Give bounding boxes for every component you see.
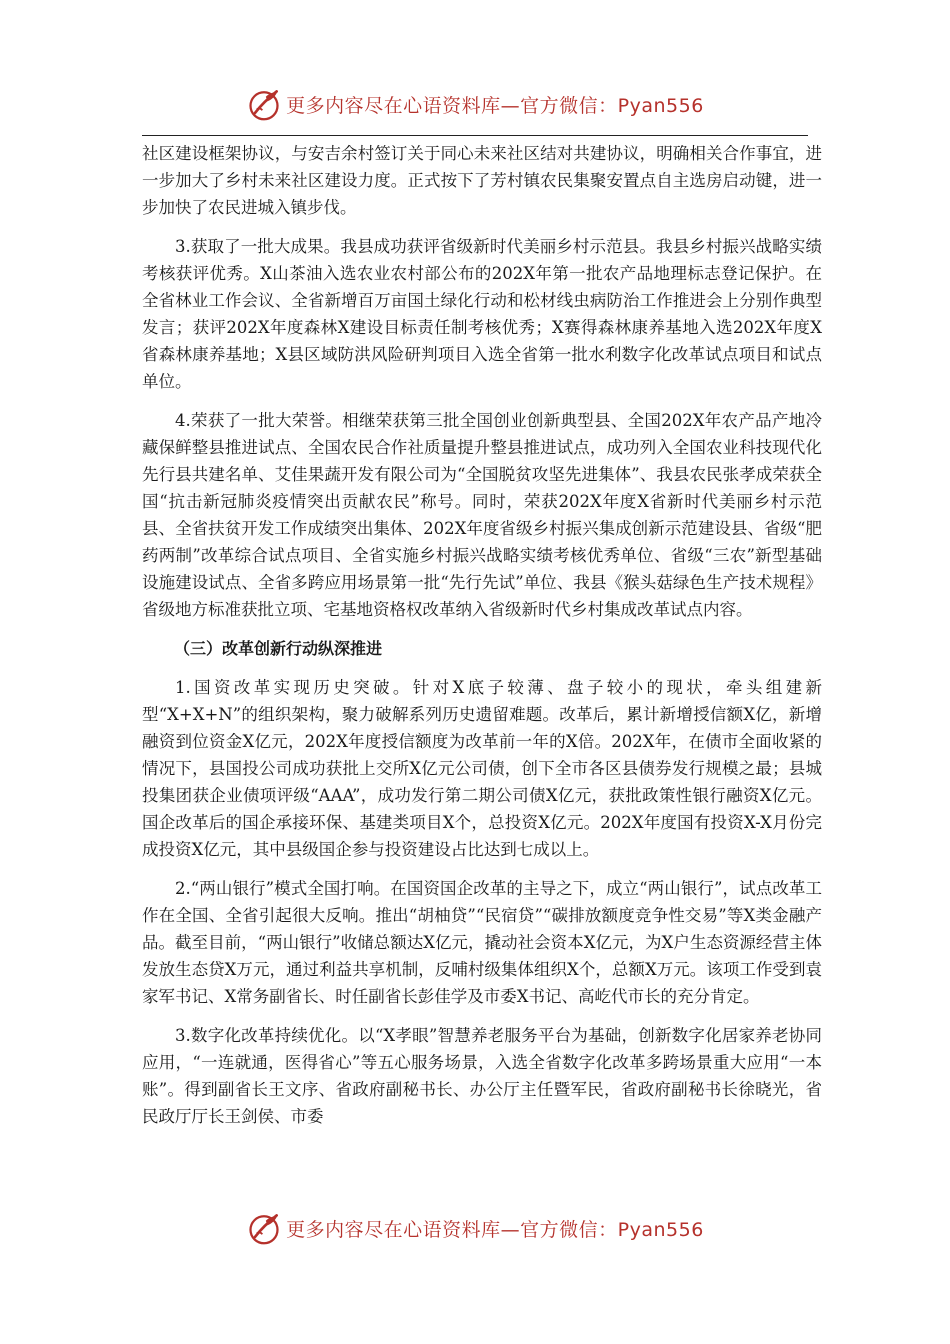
- pen-leaf-logo-icon: [246, 1210, 282, 1246]
- section-heading: （三）改革创新行动纵深推进: [174, 639, 383, 658]
- paragraph-digital-reform: 3.数字化改革持续优化。以“X孝眼”智慧养老服务平台为基础，创新数字化居家养老协同应用，“一连就通，医得省心”等五心服务场景，入选全省数字化改革多跨场景重大应用“一本账”。得到副省长王文序、省政府副秘书长、办公厅主任暨军民，省政府副秘书长徐晓光，省民政厅厅长王剑侯、市委: [142, 1026, 822, 1126]
- paragraph-continued: 社区建设框架协议，与安吉余村签订关于同心未来社区结对共建协议，明确相关合作事宜，进一步加大了乡村未来社区建设力度。正式按下了芳村镇农民集聚安置点自主选房启动键，进一步加快了农民进城入镇步伐。: [142, 144, 822, 217]
- header-watermark-banner: [0, 82, 950, 126]
- footer-watermark-banner: [0, 1206, 950, 1250]
- pen-leaf-logo-icon: [246, 86, 282, 122]
- paragraph-liangshan-bank: 2.“两山银行”模式全国打响。在国资国企改革的主导之下，成立“两山银行”，试点改革工作在全国、全省引起很大反响。推出“胡柚贷”“民宿贷”“碳排放额度竞争性交易”等X类金融产品。截至目前，“两山银行”收储总额达X亿元，撬动社会资本X亿元，为X户生态资源经营主体发放生态贷X万元，通过利益共享机制，反哺村级集体组织X个，总额X万元。该项工作受到袁家军书记、X常务副省长、时任副省长彭佳学及市委X书记、高屹代市长的充分肯定。: [142, 879, 822, 1006]
- header-divider: [142, 135, 808, 136]
- paragraph-achievements: 3.获取了一批大成果。我县成功获评省级新时代美丽乡村示范县。我县乡村振兴战略实绩考核获评优秀。X山茶油入选农业农村部公布的202X年第一批农产品地理标志登记保护。在全省林业工作会议、全省新增百万亩国土绿化行动和松材线虫病防治工作推进会上分别作典型发言；获评202X年度森林X建设目标责任制考核优秀；X赛得森林康养基地入选202X年度X省森林康养基地；X县区域防洪风险研判项目入选全省第一批水利数字化改革试点项目和试点单位。: [142, 237, 822, 391]
- paragraph-state-assets-reform: 1.国资改革实现历史突破。针对X底子较薄、盘子较小的现状，牵头组建新型“X+X+N”的组织架构，聚力破解系列历史遗留难题。改革后，累计新增授信额X亿，新增融资到位资金X亿元，202X年度授信额度为改革前一年的X倍。202X年，在债市全面收紧的情况下，县国投公司成功获批上交所X亿元公司债，创下全市各区县债券发行规模之最；县城投集团获企业债项评级“AAA”，成功发行第二期公司债X亿元，获批政策性银行融资X亿元。国企改革后的国企承接环保、基建类项目X个，总投资X亿元。202X年度国有投资X-X月份完成投资X亿元，其中县级国企参与投资建设占比达到七成以上。: [142, 678, 822, 859]
- document-body: [142, 140, 822, 1142]
- watermark-text: 更多内容尽在心语资料库—官方微信：Pyan556: [286, 94, 704, 117]
- watermark-text: 更多内容尽在心语资料库—官方微信：Pyan556: [286, 1218, 704, 1241]
- paragraph-honors: 4.荣获了一批大荣誉。相继荣获第三批全国创业创新典型县、全国202X年农产品产地冷藏保鲜整县推进试点、全国农民合作社质量提升整县推进试点，成功列入全国农业科技现代化先行县共建名单、艾佳果蔬开发有限公司为“全国脱贫攻坚先进集体”、我县农民张孝成荣获全国“抗击新冠肺炎疫情突出贡献农民”称号。同时，荣获202X年度X省新时代美丽乡村示范县、全省扶贫开发工作成绩突出集体、202X年度省级乡村振兴集成创新示范建设县、省级“肥药两制”改革综合试点项目、全省实施乡村振兴战略实绩考核优秀单位、省级“三农”新型基础设施建设试点、全省多跨应用场景第一批“先行先试”单位、我县《猴头菇绿色生产技术规程》省级地方标准获批立项、宅基地资格权改革纳入省级新时代乡村集成改革试点内容。: [142, 411, 822, 619]
